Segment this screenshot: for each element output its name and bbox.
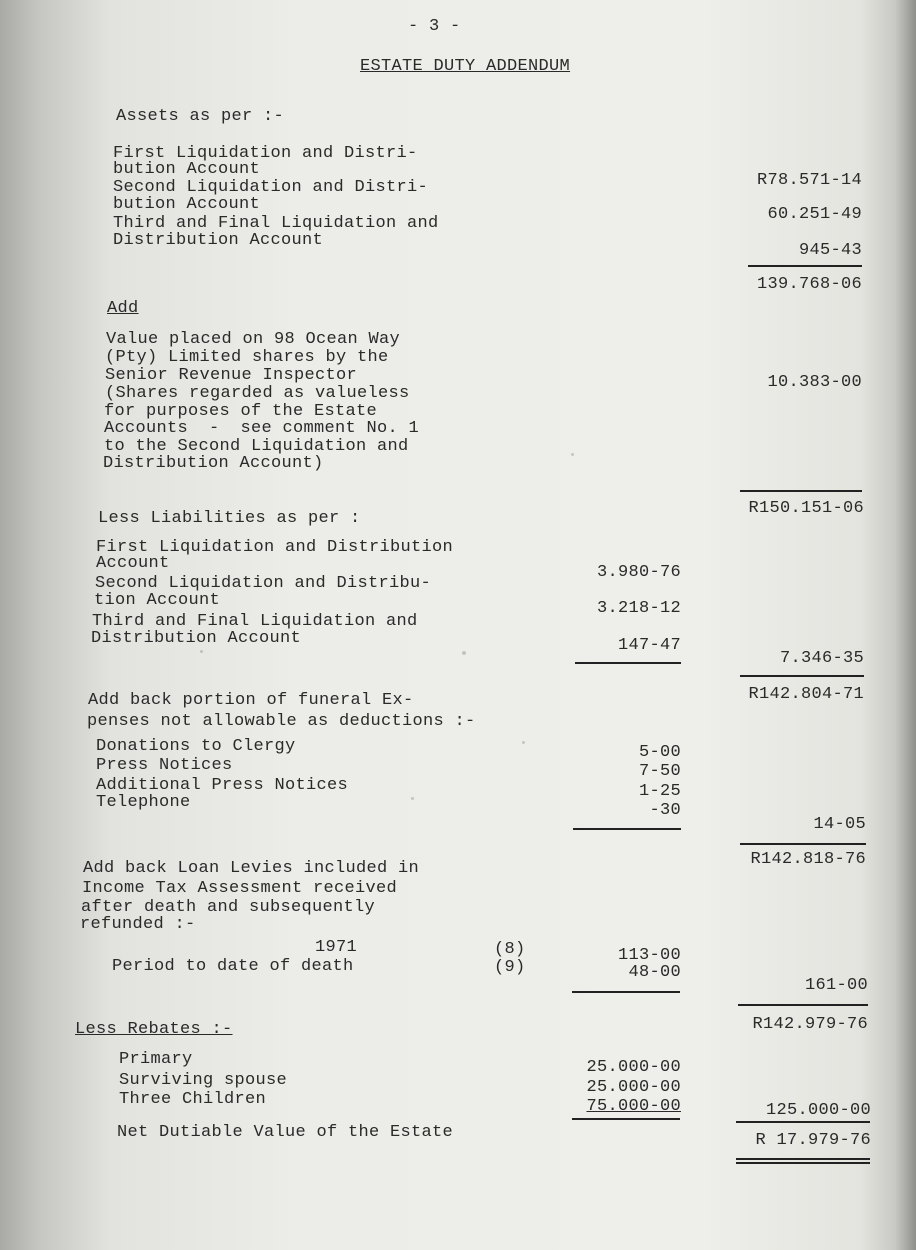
total-rule — [748, 265, 862, 267]
loan-line: after death and subsequently — [81, 898, 376, 917]
funeral-line: penses not allowable as deductions :- — [87, 712, 476, 731]
rebate-amount: 25.000-00 — [586, 1078, 681, 1097]
liabilities-subtotal: 7.346-35 — [779, 649, 864, 668]
loan-total: R142.979-76 — [752, 1015, 868, 1034]
total-rule — [740, 843, 866, 845]
liability-amount: 3.980-76 — [596, 563, 681, 582]
add-line: Distribution Account) — [103, 454, 324, 473]
assets-heading: Assets as per :- — [116, 107, 285, 126]
scan-speck — [411, 797, 414, 800]
funeral-amount: 7-50 — [638, 762, 681, 781]
subtotal-rule — [572, 1118, 680, 1120]
funeral-item: Press Notices — [96, 756, 233, 775]
document-title: ESTATE DUTY ADDENDUM — [360, 57, 571, 76]
scan-speck — [462, 651, 466, 655]
add-line: to the Second Liquidation and — [104, 437, 409, 456]
assets-total: 139.768-06 — [756, 275, 862, 294]
liabilities-total: R142.804-71 — [748, 685, 864, 704]
net-label: Net Dutiable Value of the Estate — [117, 1123, 454, 1142]
rebate-item: Primary — [119, 1050, 193, 1069]
liability-amount: 3.218-12 — [596, 599, 681, 618]
liabilities-line: Second Liquidation and Distribu- — [95, 574, 432, 593]
total-rule — [738, 1004, 868, 1006]
asset-amount: R78.571-14 — [756, 171, 862, 190]
funeral-total: R142.818-76 — [750, 850, 866, 869]
total-rule — [740, 675, 864, 677]
add-line: Value placed on 98 Ocean Way — [106, 330, 401, 349]
scan-speck — [571, 453, 574, 456]
rebate-amount: 75.000-00 — [586, 1097, 681, 1116]
funeral-item: Telephone — [96, 793, 191, 812]
rebate-item: Three Children — [119, 1090, 267, 1109]
loan-amount: 48-00 — [628, 963, 681, 982]
asset-amount: 945-43 — [798, 241, 862, 260]
subtotal-rule — [573, 828, 681, 830]
loan-line: refunded :- — [80, 915, 196, 934]
subtotal-rule — [575, 662, 681, 664]
add-line: Accounts - see comment No. 1 — [104, 419, 420, 438]
funeral-item: Additional Press Notices — [96, 776, 349, 795]
total-rule — [736, 1121, 870, 1123]
liabilities-line: Third and Final Liquidation and — [92, 612, 418, 631]
add-heading: Add — [107, 299, 139, 318]
subtotal-rule — [572, 991, 680, 993]
loan-period: Period to date of death — [112, 957, 354, 976]
loan-year: 1971 — [315, 938, 358, 957]
double-rule — [736, 1162, 870, 1164]
funeral-amount: -30 — [649, 801, 681, 820]
assets-line: Second Liquidation and Distri- — [113, 178, 429, 197]
add-line: for purposes of the Estate — [104, 402, 378, 421]
rebates-subtotal: 125.000-00 — [765, 1101, 871, 1120]
add-amount: 10.383-00 — [767, 373, 862, 392]
asset-amount: 60.251-49 — [767, 205, 862, 224]
scan-speck — [522, 741, 525, 744]
loan-ref: (8) — [494, 940, 526, 959]
double-rule — [736, 1158, 870, 1160]
loan-line: Add back Loan Levies included in — [83, 859, 420, 878]
funeral-line: Add back portion of funeral Ex- — [88, 691, 414, 710]
assets-line: bution Account — [113, 160, 261, 179]
add-total: R150.151-06 — [748, 499, 864, 518]
total-rule — [740, 490, 862, 492]
assets-line: Distribution Account — [113, 231, 324, 250]
loan-amount: 113-00 — [617, 946, 681, 965]
loan-line: Income Tax Assessment received — [82, 879, 398, 898]
funeral-amount: 5-00 — [638, 743, 681, 762]
funeral-subtotal: 14-05 — [813, 815, 866, 834]
liabilities-line: First Liquidation and Distribution — [96, 538, 454, 557]
scan-speck — [200, 650, 203, 653]
loan-ref: (9) — [494, 958, 526, 977]
rebates-heading: Less Rebates :- — [75, 1020, 233, 1039]
assets-line: bution Account — [113, 195, 261, 214]
rebate-amount: 25.000-00 — [586, 1058, 681, 1077]
liabilities-line: Distribution Account — [91, 629, 302, 648]
liability-amount: 147-47 — [617, 636, 681, 655]
assets-line: Third and Final Liquidation and — [113, 214, 439, 233]
loan-subtotal: 161-00 — [804, 976, 868, 995]
add-line: (Shares regarded as valueless — [105, 384, 410, 403]
page-number: - 3 - — [408, 17, 461, 36]
rebate-item: Surviving spouse — [119, 1071, 288, 1090]
add-line: (Pty) Limited shares by the — [105, 348, 389, 367]
liabilities-line: Account — [96, 554, 170, 573]
funeral-item: Donations to Clergy — [96, 737, 296, 756]
assets-line: First Liquidation and Distri- — [113, 144, 418, 163]
add-line: Senior Revenue Inspector — [105, 366, 358, 385]
liabilities-line: tion Account — [94, 591, 221, 610]
net-value: R 17.979-76 — [755, 1131, 871, 1150]
funeral-amount: 1-25 — [638, 782, 681, 801]
liabilities-heading: Less Liabilities as per : — [98, 509, 361, 528]
